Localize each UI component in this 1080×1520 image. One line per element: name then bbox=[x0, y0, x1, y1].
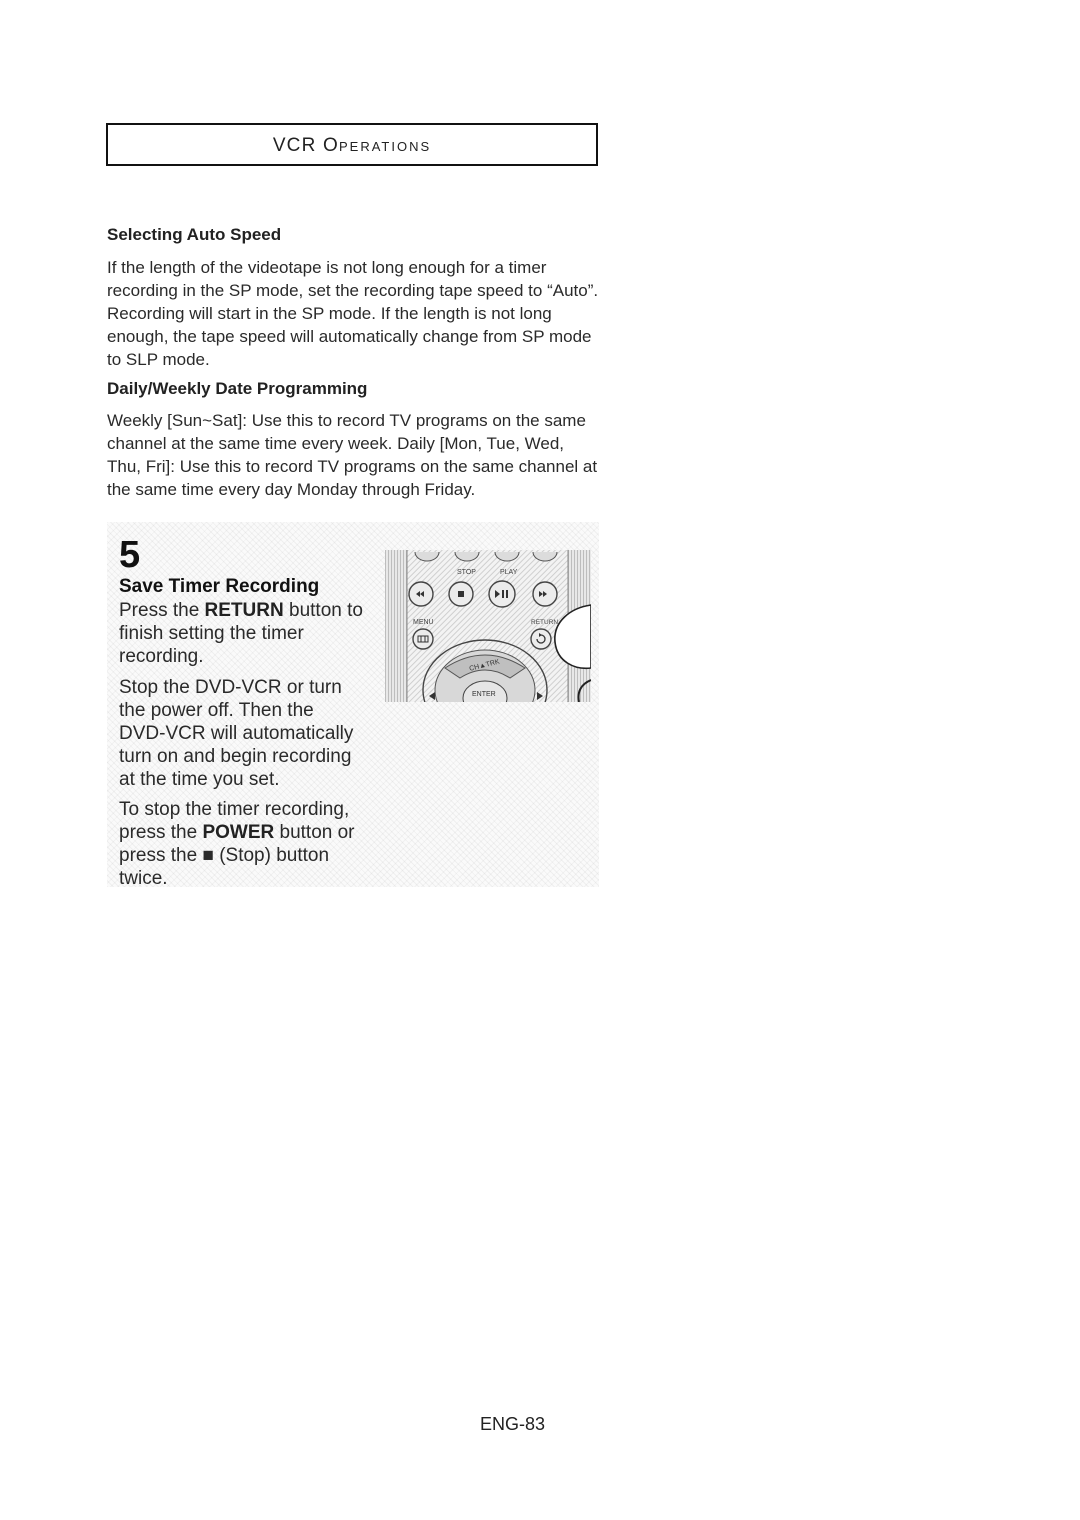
return-button-reference: RETURN bbox=[204, 600, 284, 621]
step-panel bbox=[107, 522, 599, 887]
step-paragraph-power-off: Stop the DVD-VCR or turn the power off. Then the DVD-VCR will automatically turn on and begin recording at the time you set. bbox=[119, 677, 354, 790]
remote-control-illustration bbox=[385, 550, 591, 702]
remote-control-svg bbox=[385, 550, 591, 702]
remote-label-play: PLAY bbox=[500, 569, 518, 576]
remote-label-ch-trk: CH▲TRK bbox=[468, 658, 501, 673]
remote-label-return: RETURN bbox=[531, 619, 559, 626]
fast-forward-icon bbox=[533, 582, 557, 606]
rewind-icon bbox=[409, 582, 433, 606]
paragraph-auto-speed: If the length of the videotape is not long enough for a timer recording in the SP mode, set the recording tape speed to “Auto”. Recording will start in the SP mode. If the length is not long enough, the tape speed will automatically change from SP mode to SLP mode. bbox=[107, 258, 599, 369]
step-paragraph-return: Press the RETURN button to finish setting the timer recording. bbox=[119, 600, 363, 667]
return-icon bbox=[531, 629, 551, 649]
paragraph-daily-weekly: Weekly [Sun~Sat]: Use this to record TV programs on the same channel at the same time every week. Daily [Mon, Tue, Wed, Thu, Fri]: Use this to record TV programs on the same channel at the same time every day Monday through Friday. bbox=[107, 411, 598, 499]
power-button-reference: POWER bbox=[202, 822, 275, 843]
menu-icon bbox=[413, 629, 433, 649]
remote-label-enter: ENTER bbox=[472, 691, 496, 698]
section-header-box bbox=[106, 123, 598, 166]
remote-label-menu: MENU bbox=[413, 619, 434, 626]
play-pause-icon bbox=[489, 581, 515, 607]
heading-daily-weekly-programming: Daily/Weekly Date Programming bbox=[107, 379, 368, 398]
heading-selecting-auto-speed: Selecting Auto Speed bbox=[107, 225, 282, 244]
step-title: Save Timer Recording bbox=[119, 576, 320, 597]
step-paragraph-stop-recording: To stop the timer recording, press the POWER button or press the ■ (Stop) button twice. bbox=[119, 799, 355, 889]
step-number: 5 bbox=[119, 534, 141, 576]
stop-square-icon: ■ bbox=[202, 845, 214, 866]
stop-icon bbox=[449, 582, 473, 606]
section-header-title: VCR OPERATIONS bbox=[272, 135, 432, 156]
remote-label-stop: STOP bbox=[457, 569, 476, 576]
page-number: ENG-83 bbox=[480, 1414, 546, 1434]
